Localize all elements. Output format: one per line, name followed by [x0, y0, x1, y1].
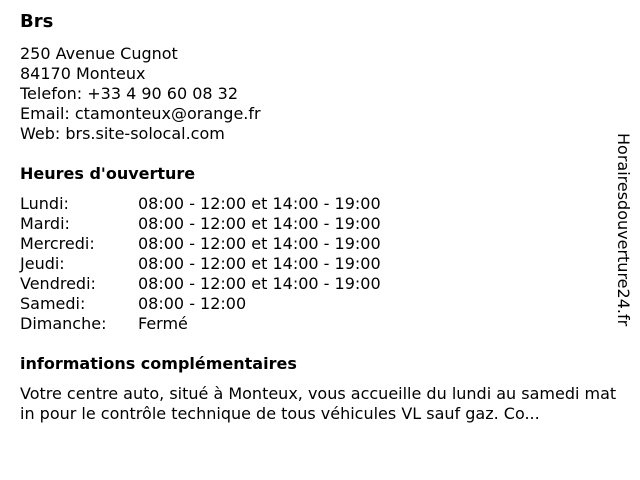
day-label: Dimanche:	[20, 314, 107, 333]
time-value: 08:00 - 12:00 et 14:00 - 19:00	[138, 194, 381, 213]
contact-block	[20, 44, 620, 144]
day-label: Lundi:	[20, 194, 69, 213]
time-value: 08:00 - 12:00 et 14:00 - 19:00	[138, 214, 381, 233]
day-label: Jeudi:	[20, 254, 65, 273]
website: Web: brs.site-solocal.com	[20, 124, 225, 143]
phone: Telefon: +33 4 90 60 08 32	[20, 84, 239, 103]
hours-row-vendredi	[20, 274, 620, 294]
info-heading: informations complémentaires	[20, 354, 297, 373]
hours-row-samedi	[20, 294, 620, 314]
hours-table	[20, 194, 620, 334]
hours-row-jeudi	[20, 254, 620, 274]
hours-heading: Heures d'ouverture	[20, 164, 196, 183]
time-value: Fermé	[138, 314, 188, 333]
day-label: Mercredi:	[20, 234, 95, 253]
hours-row-mardi	[20, 214, 620, 234]
info-text: Votre centre auto, situé à Monteux, vous accueille du lundi au samedi matin pour le contrôle technique de tous véhicules VL sauf gaz. Co...	[20, 384, 617, 423]
business-name: Brs	[20, 11, 54, 32]
day-label: Vendredi:	[20, 274, 96, 293]
day-label: Mardi:	[20, 214, 70, 233]
time-value: 08:00 - 12:00	[138, 294, 247, 313]
hours-row-mercredi	[20, 234, 620, 254]
time-value: 08:00 - 12:00 et 14:00 - 19:00	[138, 234, 381, 253]
hours-row-lundi	[20, 194, 620, 214]
email: Email: ctamonteux@orange.fr	[20, 104, 261, 123]
time-value: 08:00 - 12:00 et 14:00 - 19:00	[138, 274, 381, 293]
hours-row-dimanche	[20, 314, 620, 334]
address-line-1: 250 Avenue Cugnot	[20, 44, 178, 63]
day-label: Samedi:	[20, 294, 86, 313]
time-value: 08:00 - 12:00 et 14:00 - 19:00	[138, 254, 381, 273]
site-watermark: Horairesdouverture24.fr	[614, 133, 633, 327]
business-card	[20, 10, 620, 424]
address-line-2: 84170 Monteux	[20, 64, 146, 83]
